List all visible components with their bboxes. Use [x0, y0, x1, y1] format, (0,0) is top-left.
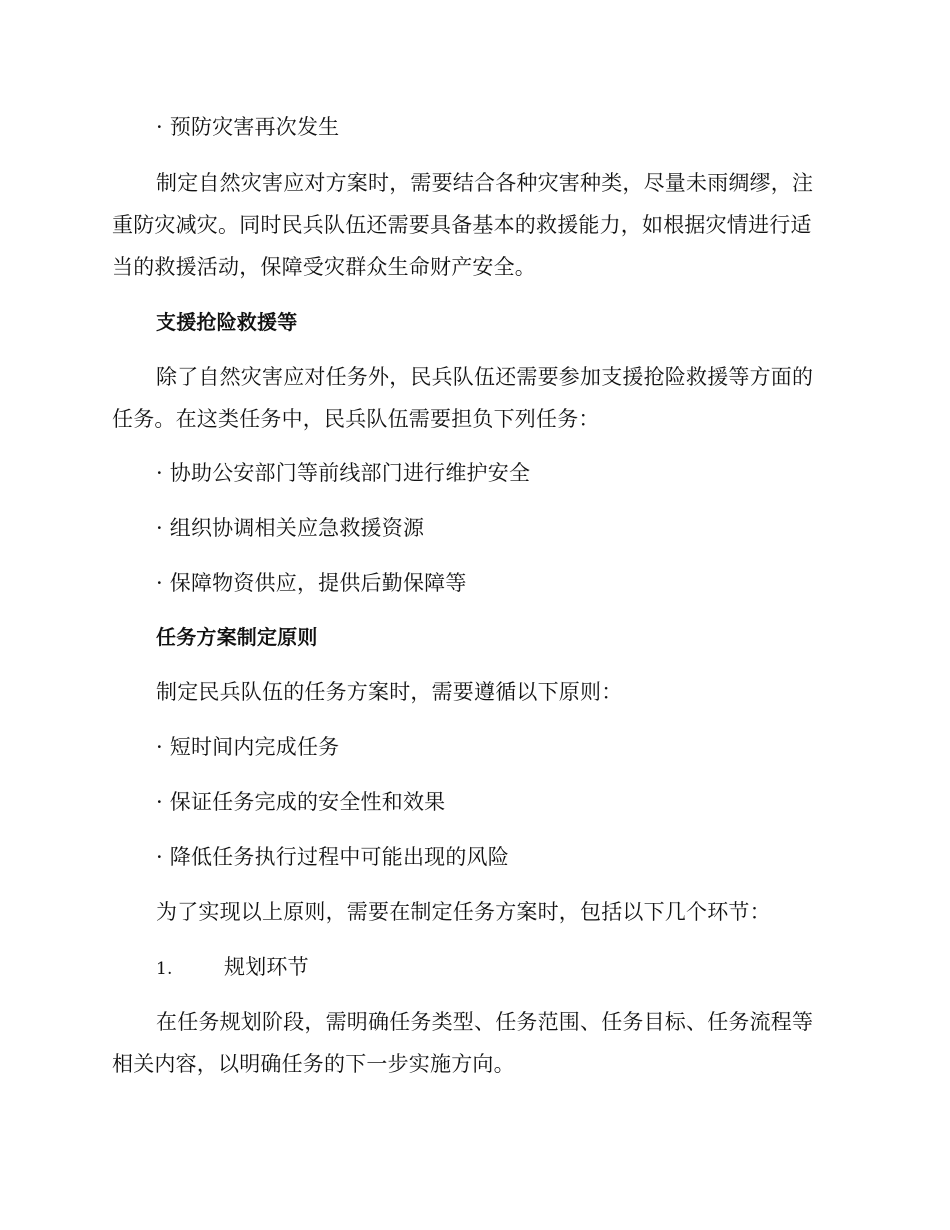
numbered-item: [156, 953, 876, 983]
paragraph-line: 当的救援活动，保障受灾群众生命财产安全。: [112, 255, 536, 279]
bullet-item: · 协助公安部门等前线部门进行维护安全: [156, 461, 531, 485]
bullet-item: · 降低任务执行过程中可能出现的风险: [156, 845, 509, 869]
paragraph-line: 任务。在这类任务中，民兵队伍需要担负下列任务：: [112, 407, 600, 431]
section-heading: 支援抢险救援等: [156, 310, 298, 334]
bullet-item: · 保障物资供应，提供后勤保障等: [156, 571, 467, 595]
bullet-item: · 保证任务完成的安全性和效果: [156, 790, 446, 814]
paragraph-line: 在任务规划阶段，需明确任务类型、任务范围、任务目标、任务流程等: [156, 1010, 814, 1034]
paragraph-line: 重防灾减灾。同时民兵队伍还需要具备基本的救援能力，如根据灾情进行适: [112, 213, 812, 237]
bullet-item: · 短时间内完成任务: [156, 735, 340, 759]
paragraph-line: 制定民兵队伍的任务方案时，需要遵循以下原则：: [156, 680, 623, 704]
paragraph-line: 制定自然灾害应对方案时，需要结合各种灾害种类，尽量未雨绸缪，注: [156, 171, 814, 195]
paragraph-line: 相关内容，以明确任务的下一步实施方向。: [112, 1052, 515, 1076]
bullet-item: · 组织协调相关应急救援资源: [156, 516, 425, 540]
numbered-item-text: 规划环节: [224, 955, 309, 979]
bullet-item: · 预防灾害再次发生: [156, 115, 340, 139]
numbered-item-label: 1.: [156, 959, 173, 979]
paragraph-line: 为了实现以上原则，需要在制定任务方案时，包括以下几个环节：: [156, 900, 771, 924]
paragraph-line: 除了自然灾害应对任务外，民兵队伍还需要参加支援抢险救援等方面的: [156, 365, 814, 389]
section-heading: 任务方案制定原则: [156, 625, 318, 649]
